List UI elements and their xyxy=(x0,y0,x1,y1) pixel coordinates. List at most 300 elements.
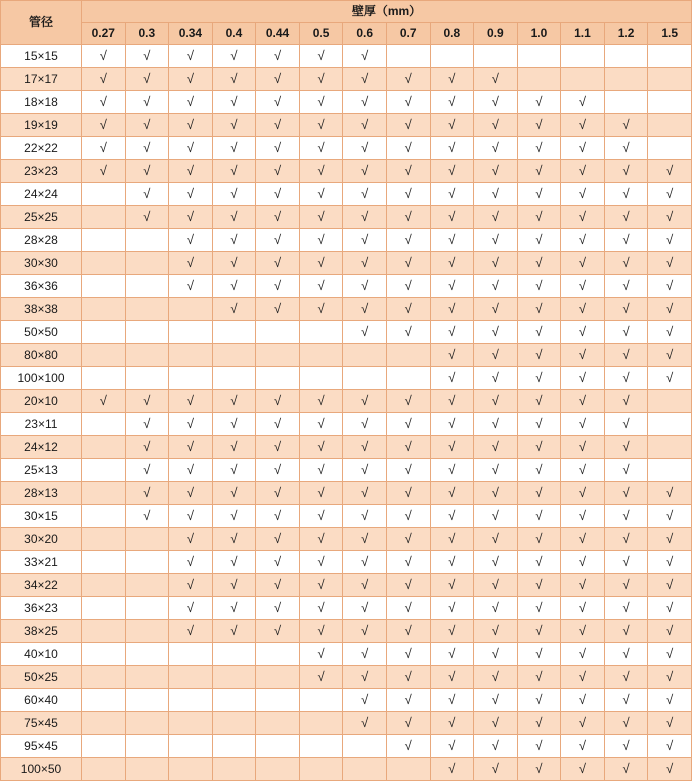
table-row xyxy=(1,344,692,367)
check-icon: √ xyxy=(578,278,587,293)
check-icon: √ xyxy=(361,94,369,109)
check-cell xyxy=(212,206,256,229)
check-icon: √ xyxy=(666,692,674,707)
check-cell xyxy=(561,298,605,321)
check-cell xyxy=(299,183,343,206)
check-icon: √ xyxy=(404,209,412,224)
table-row xyxy=(1,137,692,160)
check-icon: √ xyxy=(535,347,543,362)
check-cell xyxy=(125,160,169,183)
check-cell xyxy=(343,597,387,620)
check-cell xyxy=(604,137,648,160)
check-icon: √ xyxy=(361,71,369,86)
empty-cell xyxy=(169,758,213,781)
check-icon: √ xyxy=(578,738,587,753)
check-cell xyxy=(169,413,213,436)
check-icon: √ xyxy=(491,94,499,109)
check-cell xyxy=(169,160,213,183)
header-thickness-1.0: 1.0 xyxy=(517,23,561,45)
empty-cell xyxy=(82,505,126,528)
check-icon: √ xyxy=(622,393,630,408)
check-cell xyxy=(604,482,648,505)
check-cell xyxy=(299,666,343,689)
row-label-28×28: 28×28 xyxy=(1,229,82,252)
check-icon: √ xyxy=(230,94,238,109)
check-icon: √ xyxy=(273,71,282,86)
empty-cell xyxy=(82,666,126,689)
check-icon: √ xyxy=(317,48,325,63)
table-row xyxy=(1,712,692,735)
check-icon: √ xyxy=(273,255,282,270)
check-icon: √ xyxy=(186,416,194,431)
check-icon: √ xyxy=(578,163,587,178)
check-cell xyxy=(125,459,169,482)
check-icon: √ xyxy=(230,186,238,201)
check-cell xyxy=(561,390,605,413)
empty-cell xyxy=(561,45,605,68)
check-icon: √ xyxy=(448,485,456,500)
table-row xyxy=(1,275,692,298)
check-icon: √ xyxy=(491,554,499,569)
check-icon: √ xyxy=(491,324,499,339)
check-icon: √ xyxy=(578,370,587,385)
check-cell xyxy=(430,413,474,436)
check-icon: √ xyxy=(535,370,543,385)
check-icon: √ xyxy=(273,577,282,592)
check-cell xyxy=(604,321,648,344)
check-icon: √ xyxy=(666,278,674,293)
header-thickness-0.6: 0.6 xyxy=(343,23,387,45)
check-icon: √ xyxy=(622,370,630,385)
check-icon: √ xyxy=(361,393,369,408)
empty-cell xyxy=(82,183,126,206)
check-icon: √ xyxy=(535,531,543,546)
check-icon: √ xyxy=(622,324,630,339)
check-cell xyxy=(604,551,648,574)
check-cell xyxy=(430,229,474,252)
row-label-40×10: 40×10 xyxy=(1,643,82,666)
check-icon: √ xyxy=(230,48,238,63)
check-icon: √ xyxy=(448,531,456,546)
empty-cell xyxy=(256,321,300,344)
table-header-row-top xyxy=(1,1,692,23)
check-cell xyxy=(430,758,474,781)
check-icon: √ xyxy=(186,554,194,569)
empty-cell xyxy=(125,643,169,666)
check-icon: √ xyxy=(361,600,369,615)
check-cell xyxy=(125,137,169,160)
check-cell xyxy=(474,160,518,183)
check-cell xyxy=(430,68,474,91)
check-cell xyxy=(561,229,605,252)
check-cell xyxy=(343,505,387,528)
check-cell xyxy=(169,114,213,137)
check-cell xyxy=(517,482,561,505)
check-cell xyxy=(517,275,561,298)
check-cell xyxy=(386,137,430,160)
empty-cell xyxy=(82,229,126,252)
check-icon: √ xyxy=(317,232,325,247)
check-cell xyxy=(256,413,300,436)
check-cell xyxy=(343,114,387,137)
check-icon: √ xyxy=(448,462,456,477)
check-cell xyxy=(256,206,300,229)
table-row xyxy=(1,229,692,252)
check-icon: √ xyxy=(578,209,587,224)
empty-cell xyxy=(125,689,169,712)
check-icon: √ xyxy=(448,278,456,293)
row-label-100×50: 100×50 xyxy=(1,758,82,781)
check-cell xyxy=(299,114,343,137)
check-icon: √ xyxy=(578,94,587,109)
check-icon: √ xyxy=(317,71,325,86)
check-cell xyxy=(125,68,169,91)
check-icon: √ xyxy=(622,209,630,224)
table-row xyxy=(1,91,692,114)
check-icon: √ xyxy=(361,554,369,569)
empty-cell xyxy=(299,735,343,758)
check-cell xyxy=(343,413,387,436)
check-cell xyxy=(256,160,300,183)
check-icon: √ xyxy=(491,209,499,224)
check-icon: √ xyxy=(535,462,543,477)
check-icon: √ xyxy=(491,347,499,362)
check-icon: √ xyxy=(491,692,499,707)
check-icon: √ xyxy=(230,117,238,132)
check-cell xyxy=(299,252,343,275)
check-icon: √ xyxy=(186,577,194,592)
empty-cell xyxy=(82,758,126,781)
empty-cell xyxy=(212,712,256,735)
row-label-18×18: 18×18 xyxy=(1,91,82,114)
check-icon: √ xyxy=(404,554,412,569)
empty-cell xyxy=(648,68,692,91)
empty-cell xyxy=(256,344,300,367)
table-row xyxy=(1,597,692,620)
check-cell xyxy=(343,643,387,666)
check-cell xyxy=(648,275,692,298)
check-icon: √ xyxy=(535,278,543,293)
check-cell xyxy=(256,91,300,114)
check-cell xyxy=(386,459,430,482)
check-cell xyxy=(561,505,605,528)
check-cell xyxy=(561,574,605,597)
row-label-19×19: 19×19 xyxy=(1,114,82,137)
check-cell xyxy=(474,574,518,597)
check-cell xyxy=(386,229,430,252)
row-label-60×40: 60×40 xyxy=(1,689,82,712)
check-cell xyxy=(430,643,474,666)
empty-cell xyxy=(299,712,343,735)
check-icon: √ xyxy=(143,94,151,109)
table-row xyxy=(1,436,692,459)
check-icon: √ xyxy=(143,186,151,201)
table-row xyxy=(1,45,692,68)
check-cell xyxy=(386,206,430,229)
row-label-15×15: 15×15 xyxy=(1,45,82,68)
check-cell xyxy=(386,275,430,298)
check-cell xyxy=(604,390,648,413)
header-thickness-0.7: 0.7 xyxy=(386,23,430,45)
table-row xyxy=(1,390,692,413)
check-cell xyxy=(430,712,474,735)
row-label-24×12: 24×12 xyxy=(1,436,82,459)
empty-cell xyxy=(343,758,387,781)
check-icon: √ xyxy=(186,508,194,523)
check-icon: √ xyxy=(317,669,325,684)
check-cell xyxy=(604,436,648,459)
check-icon: √ xyxy=(448,554,456,569)
check-cell xyxy=(386,505,430,528)
check-cell xyxy=(343,551,387,574)
check-cell xyxy=(474,413,518,436)
check-icon: √ xyxy=(622,692,630,707)
empty-cell xyxy=(256,689,300,712)
check-cell xyxy=(299,413,343,436)
check-icon: √ xyxy=(99,163,107,178)
check-icon: √ xyxy=(578,623,587,638)
check-cell xyxy=(212,551,256,574)
check-cell xyxy=(474,252,518,275)
check-icon: √ xyxy=(666,232,674,247)
check-cell xyxy=(474,275,518,298)
row-label-25×25: 25×25 xyxy=(1,206,82,229)
table-row xyxy=(1,620,692,643)
check-cell xyxy=(517,137,561,160)
check-cell xyxy=(386,666,430,689)
check-cell xyxy=(299,482,343,505)
row-label-75×45: 75×45 xyxy=(1,712,82,735)
table-row xyxy=(1,321,692,344)
empty-cell xyxy=(169,643,213,666)
check-cell xyxy=(604,229,648,252)
check-icon: √ xyxy=(622,715,630,730)
empty-cell xyxy=(212,367,256,390)
check-cell xyxy=(517,712,561,735)
check-cell xyxy=(648,643,692,666)
row-label-80×80: 80×80 xyxy=(1,344,82,367)
check-icon: √ xyxy=(535,232,543,247)
check-icon: √ xyxy=(317,117,325,132)
empty-cell xyxy=(299,689,343,712)
table-row xyxy=(1,68,692,91)
check-icon: √ xyxy=(186,439,194,454)
check-cell xyxy=(299,68,343,91)
check-icon: √ xyxy=(448,761,456,776)
empty-cell xyxy=(82,712,126,735)
empty-cell xyxy=(82,344,126,367)
check-icon: √ xyxy=(273,508,282,523)
check-icon: √ xyxy=(317,416,325,431)
empty-cell xyxy=(648,413,692,436)
check-icon: √ xyxy=(535,209,543,224)
empty-cell xyxy=(82,436,126,459)
check-cell xyxy=(517,252,561,275)
header-thickness-0.27: 0.27 xyxy=(82,23,126,45)
empty-cell xyxy=(648,45,692,68)
check-cell xyxy=(648,758,692,781)
check-cell xyxy=(430,528,474,551)
header-thickness-0.3: 0.3 xyxy=(125,23,169,45)
check-cell xyxy=(604,689,648,712)
check-icon: √ xyxy=(99,140,107,155)
check-cell xyxy=(430,689,474,712)
check-cell xyxy=(561,413,605,436)
check-icon: √ xyxy=(186,462,194,477)
check-icon: √ xyxy=(535,554,543,569)
check-cell xyxy=(125,505,169,528)
row-label-100×100: 100×100 xyxy=(1,367,82,390)
table-body xyxy=(1,45,692,781)
check-cell xyxy=(604,298,648,321)
check-icon: √ xyxy=(578,508,587,523)
check-cell xyxy=(256,68,300,91)
empty-cell xyxy=(125,735,169,758)
check-cell xyxy=(299,298,343,321)
check-cell xyxy=(517,551,561,574)
check-cell xyxy=(256,551,300,574)
check-cell xyxy=(561,344,605,367)
empty-cell xyxy=(82,367,126,390)
empty-cell xyxy=(125,620,169,643)
check-icon: √ xyxy=(186,232,194,247)
check-icon: √ xyxy=(535,577,543,592)
check-cell xyxy=(299,160,343,183)
check-icon: √ xyxy=(448,646,456,661)
check-cell xyxy=(169,137,213,160)
check-cell xyxy=(256,298,300,321)
check-icon: √ xyxy=(317,94,325,109)
check-cell xyxy=(125,413,169,436)
check-cell xyxy=(256,252,300,275)
check-cell xyxy=(430,436,474,459)
check-cell xyxy=(604,160,648,183)
check-cell xyxy=(474,620,518,643)
check-cell xyxy=(561,275,605,298)
check-cell xyxy=(386,321,430,344)
empty-cell xyxy=(561,68,605,91)
check-cell xyxy=(125,91,169,114)
check-cell xyxy=(561,459,605,482)
check-cell xyxy=(474,229,518,252)
empty-cell xyxy=(212,689,256,712)
check-icon: √ xyxy=(186,94,194,109)
empty-cell xyxy=(299,344,343,367)
check-cell xyxy=(125,183,169,206)
check-icon: √ xyxy=(404,692,412,707)
check-cell xyxy=(430,114,474,137)
check-icon: √ xyxy=(448,577,456,592)
check-icon: √ xyxy=(361,715,369,730)
check-icon: √ xyxy=(186,255,194,270)
check-cell xyxy=(343,574,387,597)
check-cell xyxy=(343,137,387,160)
check-icon: √ xyxy=(230,71,238,86)
empty-cell xyxy=(256,712,300,735)
empty-cell xyxy=(648,91,692,114)
check-cell xyxy=(604,344,648,367)
check-cell xyxy=(386,436,430,459)
check-icon: √ xyxy=(535,186,543,201)
check-icon: √ xyxy=(666,531,674,546)
check-cell xyxy=(517,505,561,528)
check-cell xyxy=(648,367,692,390)
check-cell xyxy=(430,206,474,229)
empty-cell xyxy=(256,758,300,781)
check-cell xyxy=(648,528,692,551)
check-cell xyxy=(517,689,561,712)
check-icon: √ xyxy=(535,140,543,155)
check-icon: √ xyxy=(404,577,412,592)
check-cell xyxy=(169,275,213,298)
empty-cell xyxy=(169,689,213,712)
empty-cell xyxy=(82,275,126,298)
check-icon: √ xyxy=(622,577,630,592)
check-cell xyxy=(343,321,387,344)
check-icon: √ xyxy=(404,140,412,155)
check-icon: √ xyxy=(622,462,630,477)
check-icon: √ xyxy=(404,117,412,132)
check-cell xyxy=(604,275,648,298)
check-icon: √ xyxy=(622,531,630,546)
empty-cell xyxy=(125,321,169,344)
check-icon: √ xyxy=(448,186,456,201)
check-cell xyxy=(474,183,518,206)
check-cell xyxy=(212,45,256,68)
check-icon: √ xyxy=(143,485,151,500)
check-cell xyxy=(299,206,343,229)
check-icon: √ xyxy=(317,554,325,569)
check-icon: √ xyxy=(622,186,630,201)
check-cell xyxy=(343,620,387,643)
row-label-38×38: 38×38 xyxy=(1,298,82,321)
check-icon: √ xyxy=(535,163,543,178)
empty-cell xyxy=(386,367,430,390)
check-cell xyxy=(561,91,605,114)
check-icon: √ xyxy=(317,646,325,661)
check-icon: √ xyxy=(578,577,587,592)
check-cell xyxy=(125,436,169,459)
check-icon: √ xyxy=(230,623,238,638)
check-cell xyxy=(474,712,518,735)
check-cell xyxy=(561,252,605,275)
check-icon: √ xyxy=(230,577,238,592)
check-cell xyxy=(430,344,474,367)
empty-cell xyxy=(125,367,169,390)
check-icon: √ xyxy=(273,485,282,500)
check-icon: √ xyxy=(143,140,151,155)
table-row xyxy=(1,114,692,137)
check-icon: √ xyxy=(317,462,325,477)
check-icon: √ xyxy=(448,209,456,224)
check-icon: √ xyxy=(186,278,194,293)
check-icon: √ xyxy=(186,71,194,86)
check-cell xyxy=(125,206,169,229)
check-icon: √ xyxy=(317,186,325,201)
check-icon: √ xyxy=(186,117,194,132)
check-icon: √ xyxy=(448,71,456,86)
row-label-36×36: 36×36 xyxy=(1,275,82,298)
check-cell xyxy=(430,252,474,275)
check-cell xyxy=(169,229,213,252)
check-icon: √ xyxy=(230,531,238,546)
check-icon: √ xyxy=(491,301,499,316)
check-icon: √ xyxy=(622,416,630,431)
check-cell xyxy=(604,459,648,482)
empty-cell xyxy=(474,45,518,68)
check-icon: √ xyxy=(361,232,369,247)
check-cell xyxy=(517,390,561,413)
